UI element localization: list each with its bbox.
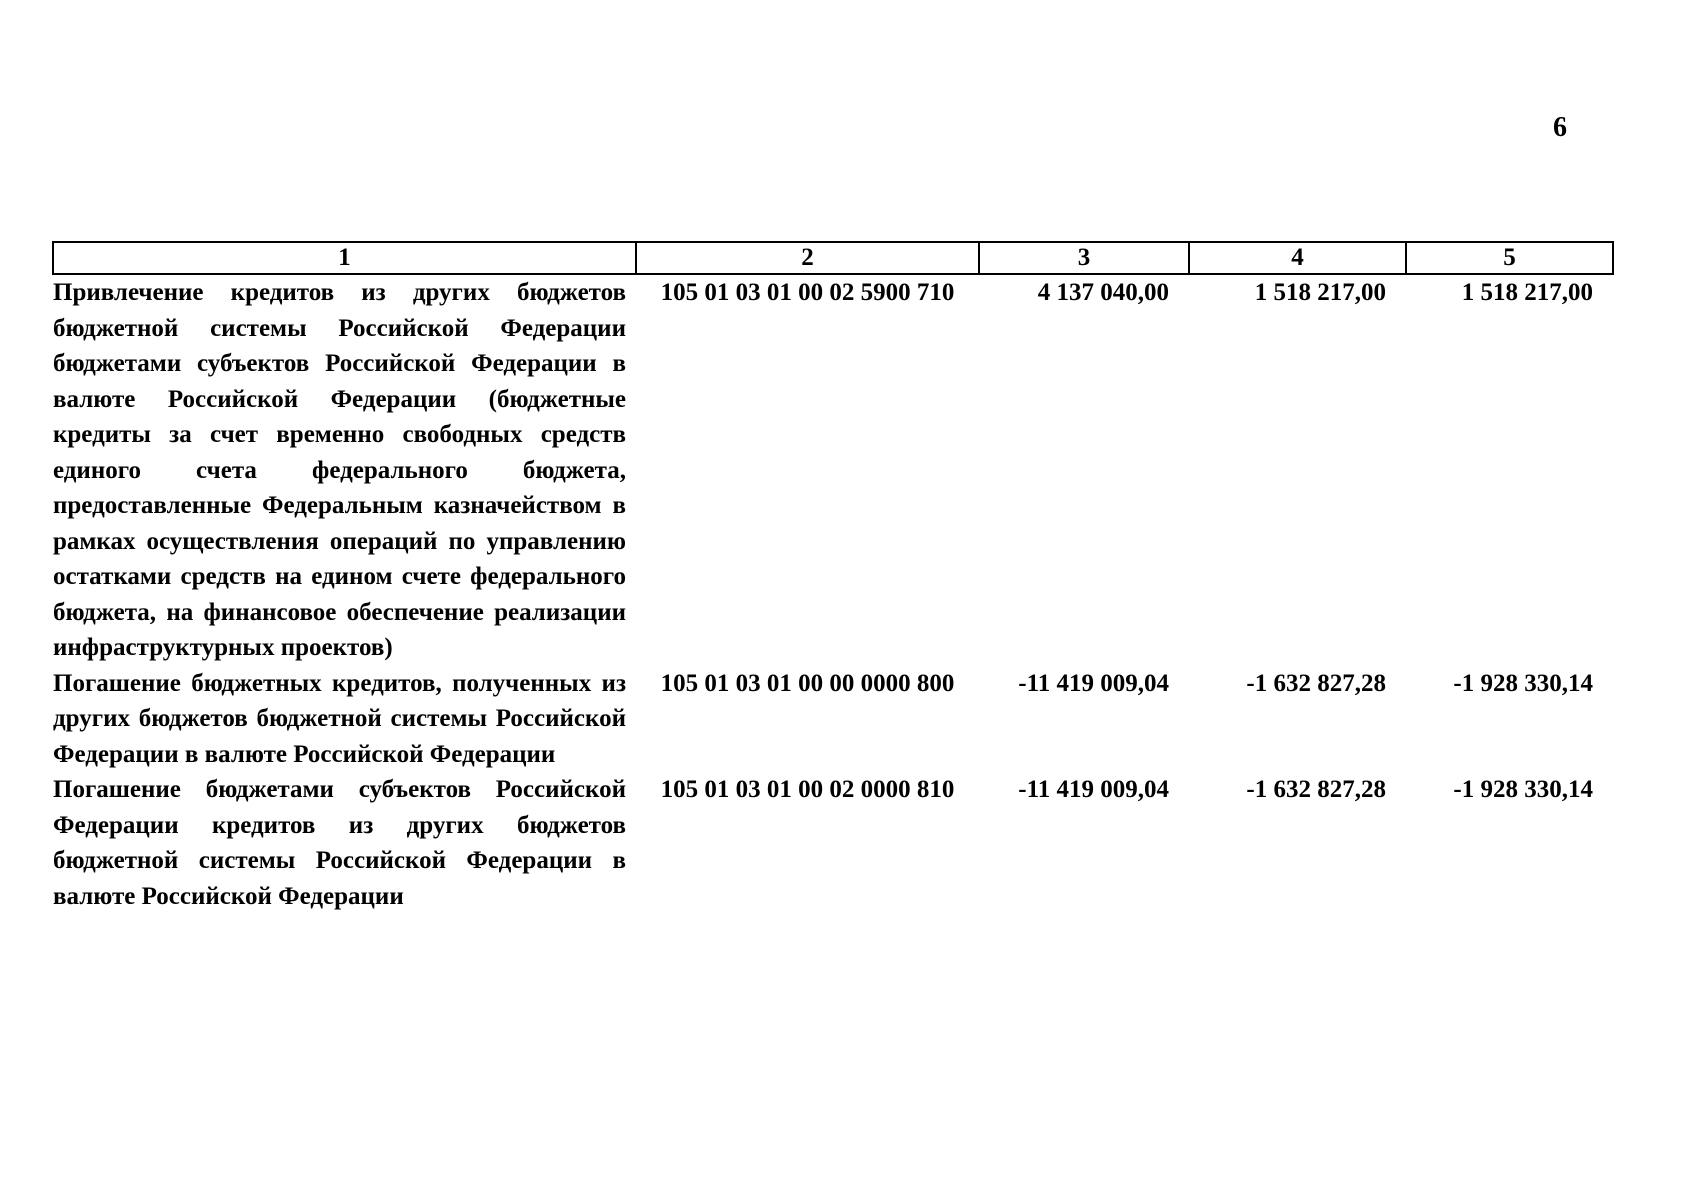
row-value-col4: -1 632 827,28 [1246, 669, 1386, 697]
row-name: Погашение бюджетами субъектов Российской Федерации кредитов из других бюджетов бюджетной системы Российской Федерации в валюте Российской Федерации [53, 776, 626, 910]
row-value-col5: -1 928 330,14 [1453, 669, 1593, 697]
row-value-col3: -11 419 009,04 [1018, 776, 1169, 803]
row-name: Привлечение кредитов из других бюджетов бюджетной системы Российской Федерации бюджетами субъектов Российской Федерации в валюте Российской Федерации (бюджетные кредиты за счет временно свободных средств единого счета федерального бюджета, предоставленные Федеральным казначейством в рамках осуществления операций по управлению остатками средств на едином счете федерального бюджета, на финансовое обеспечение реализации инфраструктурных проектов) [53, 279, 626, 661]
row-value-col3: 4 137 040,00 [1037, 279, 1169, 306]
column-header-5: 5 [1406, 242, 1613, 274]
row-value-col4: -1 632 827,28 [1246, 776, 1386, 803]
row-value-col5: 1 518 217,00 [1461, 279, 1593, 306]
row-value-col5: -1 928 330,14 [1453, 776, 1593, 803]
table-row [53, 274, 1613, 666]
row-value-col4: 1 518 217,00 [1254, 279, 1386, 306]
column-header-4: 4 [1189, 242, 1406, 274]
column-header-3: 3 [979, 242, 1189, 274]
row-value-col3: -11 419 009,04 [1018, 669, 1169, 697]
row-name: Погашение бюджетных кредитов, полученных из других бюджетов бюджетной системы Российской Федерации в валюте Российской Федерации [53, 669, 626, 768]
row-code: 105 01 03 01 00 02 5900 710 [660, 279, 955, 306]
table-row [53, 666, 1613, 773]
column-header-2: 2 [636, 242, 979, 274]
table-header-row [53, 242, 1613, 274]
row-code: 105 01 03 01 00 00 0000 800 [660, 669, 955, 697]
row-code: 105 01 03 01 00 02 0000 810 [660, 776, 955, 803]
table-row [53, 772, 1613, 914]
budget-table [52, 241, 1614, 914]
page-number: 6 [1553, 112, 1567, 143]
column-header-1: 1 [53, 242, 636, 274]
